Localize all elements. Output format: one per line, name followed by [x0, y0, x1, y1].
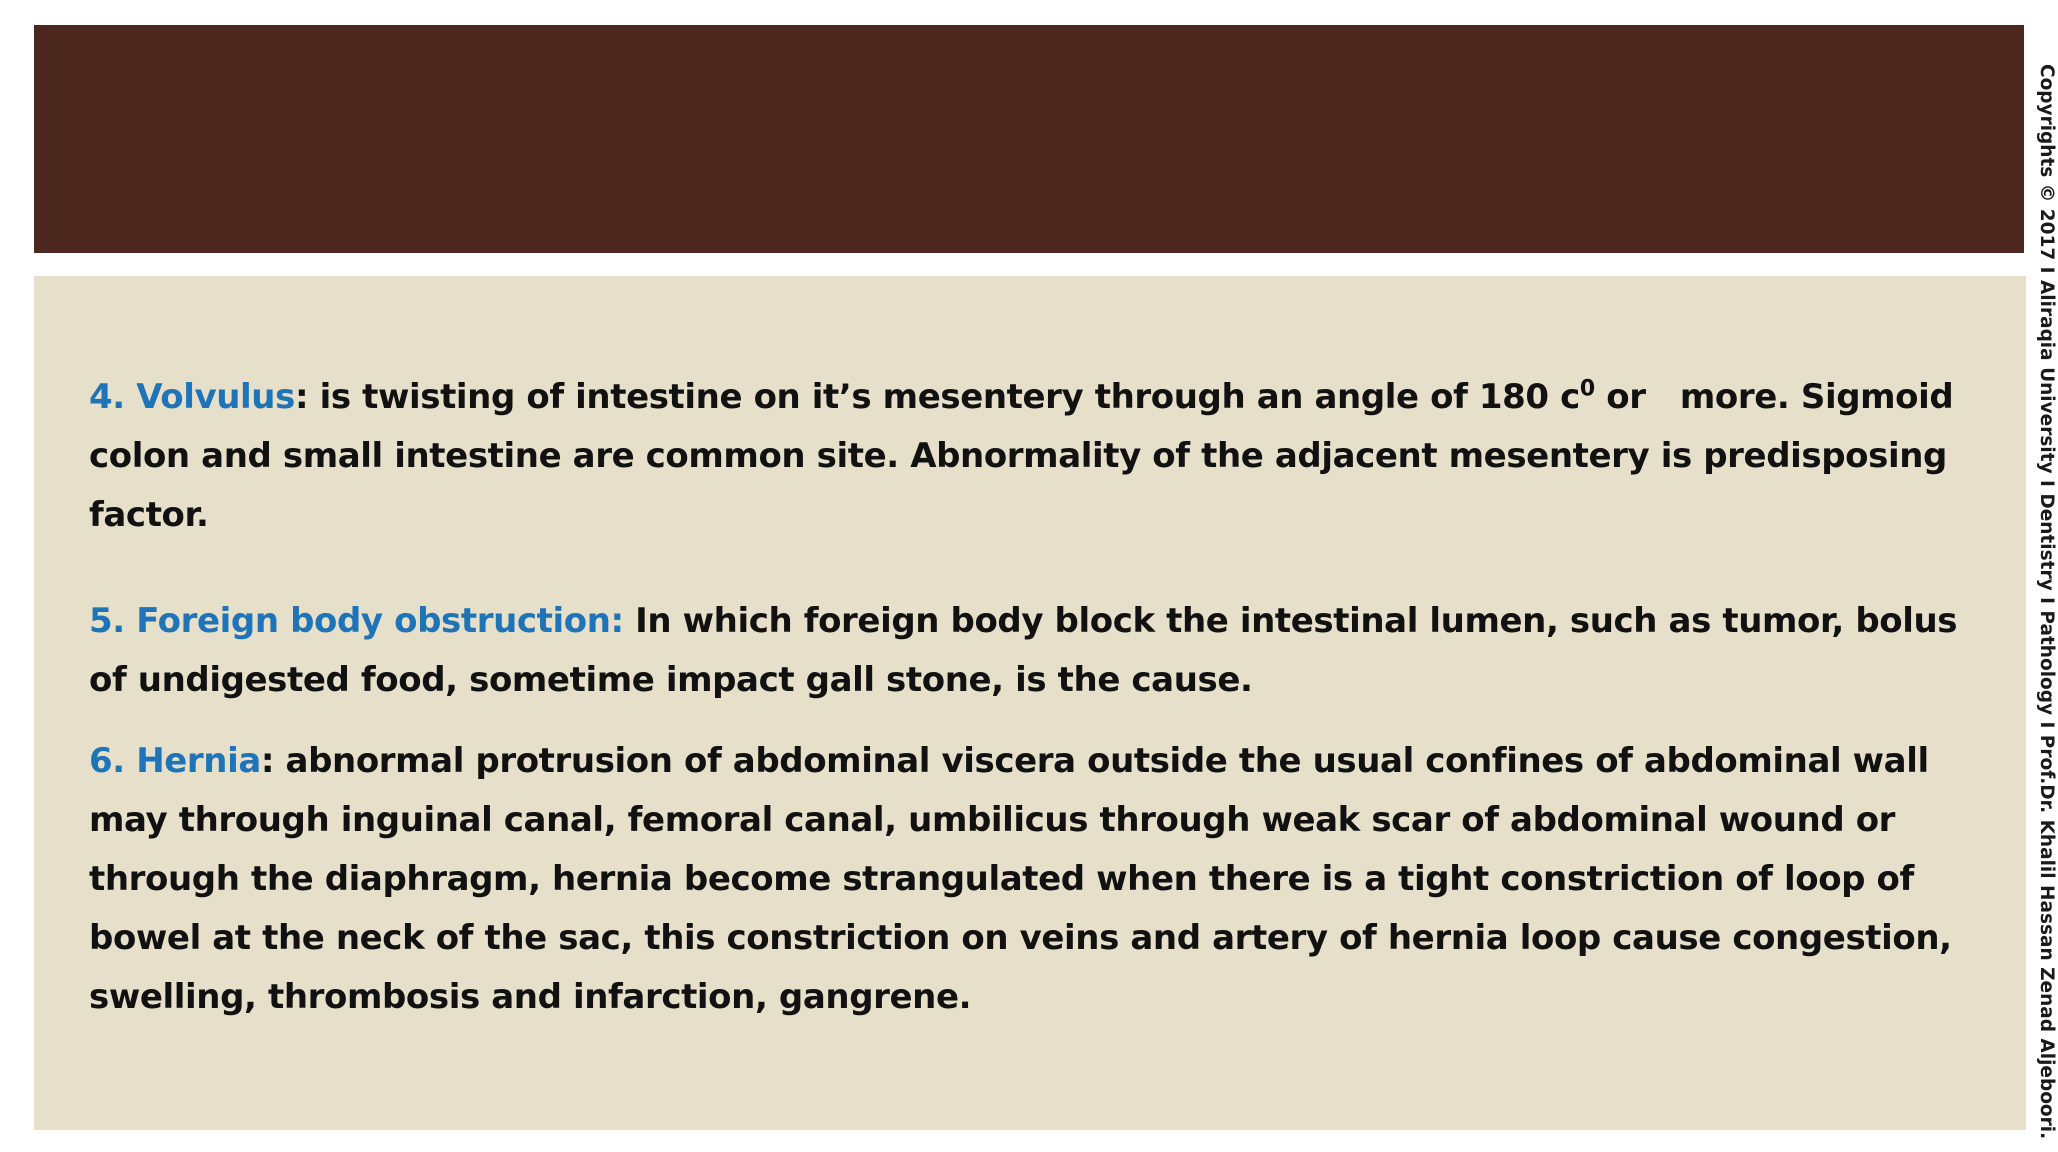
definition-foreign-body: In which foreign body block the intestinal lumen, such as tumor, bolus of undigested food, sometime impact gall stone, is the cause. [89, 601, 1958, 700]
content-text [89, 368, 1969, 1027]
definition-volvulus-part2: or more. Sigmoid colon and small intestine are common site. Abnormality of the adjacent mesentery is predisposing factor. [89, 377, 1965, 535]
separator: : [260, 741, 286, 781]
header-band [34, 25, 2024, 253]
term-foreign-body: 5. Foreign body obstruction: [89, 601, 624, 641]
separator: : [294, 377, 320, 417]
definition-volvulus-part1: is twisting of intestine on it’s mesentery through an angle of 180 c [319, 377, 1580, 417]
paragraph-hernia [89, 732, 1969, 1027]
degree-superscript: 0 [1579, 376, 1595, 402]
definition-hernia: abnormal protrusion of abdominal viscera outside the usual confines of abdominal wall may through inguinal canal, femoral canal, umbilicus through weak scar of abdominal wound or through the diaphragm, hernia become strangulated when there is a tight constriction of loop of bowel at the neck of the sac, this constriction on veins and artery of hernia loop cause congestion, swelling, thrombosis and infarction, gangrene. [89, 741, 1952, 1017]
term-hernia: 6. Hernia [89, 741, 261, 781]
paragraph-foreign-body [89, 592, 1969, 710]
separator [624, 601, 635, 641]
paragraph-volvulus [89, 368, 1969, 545]
copyright-sidebar [2034, 64, 2058, 1140]
copyright-text: Copyrights © 2017 I Aliraqia University I Dentistry I Pathology I Prof.Dr. Khalil Hassan Zenad Aljeboori. [2036, 64, 2057, 1140]
term-volvulus: 4. Volvulus [89, 377, 295, 417]
